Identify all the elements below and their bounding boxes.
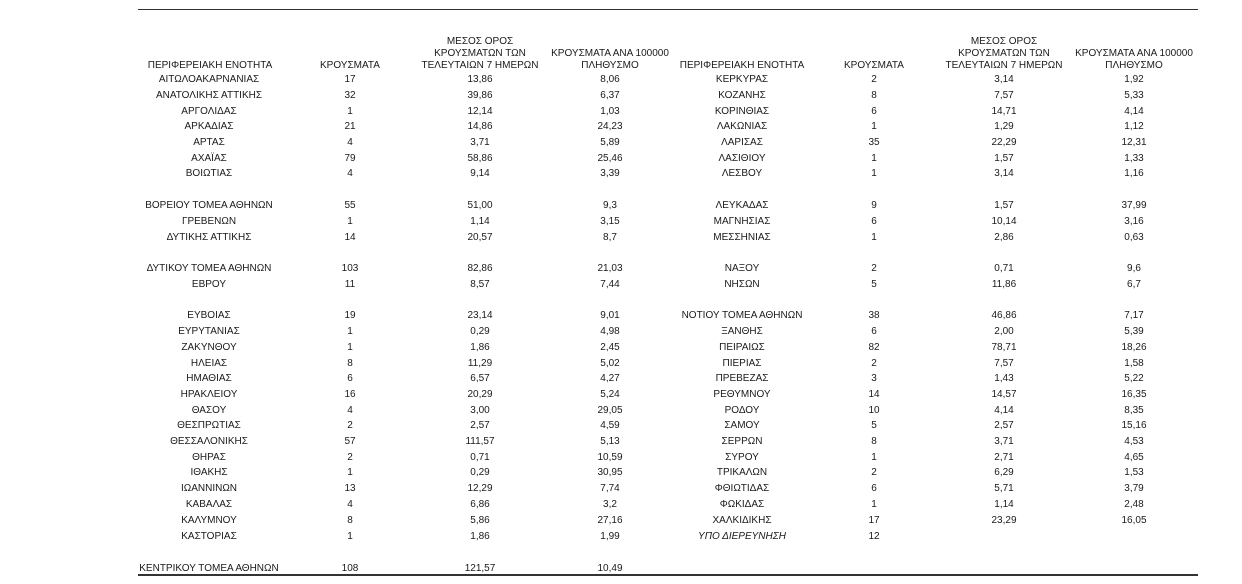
left-row-name: ΑΡΓΟΛΙΔΑΣ [181,106,237,117]
left-row-avg7: 12,14 [467,106,493,117]
left-row-avg7: 11,29 [467,358,493,369]
left-row-cases: 1 [347,531,353,542]
left-row-per100k: 1,99 [600,531,620,542]
right-row-cases: 1 [871,232,877,243]
right-row-avg7: 2,71 [994,452,1014,463]
right-row-name: ΣΕΡΡΩΝ [721,436,763,447]
right-row-name: ΛΑΚΩΝΙΑΣ [716,121,768,132]
right-row-avg7: 46,86 [991,310,1017,321]
left-row-per100k: 25,46 [597,153,623,164]
right-row-cases: 12 [868,531,880,542]
left-row-per100k: 2,45 [600,342,620,353]
left-row-avg7: 0,71 [470,452,490,463]
left-row-avg7: 6,57 [470,373,490,384]
right-row-avg7: 14,57 [991,389,1017,400]
header-per100k-right [1064,32,1204,72]
left-row-avg7: 12,29 [467,483,493,494]
right-row-per100k: 7,17 [1124,310,1144,321]
right-row-per100k: 1,53 [1124,467,1144,478]
right-row-name: ΞΑΝΘΗΣ [721,326,763,337]
left-row-per100k: 7,74 [600,483,620,494]
left-row-cases: 1 [347,216,353,227]
right-row-name: ΡΕΘΥΜΝΟΥ [713,389,771,400]
left-row-name: ΘΑΣΟΥ [191,405,227,416]
left-row-name: ΚΕΝΤΡΙΚΟΥ ΤΟΜΕΑ ΑΘΗΝΩΝ [139,563,279,574]
right-row-cases: 38 [868,310,880,321]
right-row-avg7: 1,43 [994,373,1014,384]
left-row-avg7: 20,29 [467,389,493,400]
right-row-cases: 1 [871,499,877,510]
left-row-avg7: 5,86 [470,515,490,526]
left-row-avg7: 3,00 [470,405,490,416]
left-row-name: ΙΩΑΝΝΙΝΩΝ [180,483,238,494]
left-row-name: ΙΘΑΚΗΣ [190,467,228,478]
left-row-name: ΑΧΑΪΑΣ [191,153,227,164]
left-row-avg7: 121,57 [464,563,496,574]
left-row-name: ΑΡΚΑΔΙΑΣ [184,121,234,132]
header-region-left-label: ΠΕΡΙΦΕΡΕΙΑΚΗ ΕΝΟΤΗΤΑ [147,60,273,71]
left-row-name: ΕΥΡΥΤΑΝΙΑΣ [178,326,240,337]
right-row-avg7: 1,57 [994,200,1014,211]
right-row-avg7: 1,29 [994,121,1014,132]
left-row-per100k: 3,15 [600,216,620,227]
right-row-avg7: 0,71 [994,263,1014,274]
right-row-name: ΝΟΤΙΟΥ ΤΟΜΕΑ ΑΘΗΝΩΝ [681,310,803,321]
left-row-avg7: 2,57 [470,420,490,431]
right-row-cases: 2 [871,263,877,274]
left-row-avg7: 20,57 [467,232,493,243]
left-row-name: ΕΒΡΟΥ [191,279,227,290]
right-row-per100k: 12,31 [1121,137,1147,148]
left-row-cases: 103 [341,263,359,274]
right-row-cases: 17 [868,515,880,526]
right-row-cases: 35 [868,137,880,148]
left-row-name: ΔΥΤΙΚΗΣ ΑΤΤΙΚΗΣ [166,232,252,243]
right-row-name: ΦΘΙΩΤΙΔΑΣ [714,483,770,494]
left-row-cases: 108 [341,563,359,574]
left-row-avg7: 0,29 [470,326,490,337]
right-row-per100k: 4,65 [1124,452,1144,463]
left-row-avg7: 13,86 [467,74,493,85]
right-row-avg7: 7,57 [994,90,1014,101]
left-row-name: ΔΥΤΙΚΟΥ ΤΟΜΕΑ ΑΘΗΝΩΝ [146,263,272,274]
left-row-cases: 14 [344,232,356,243]
left-row-avg7: 1,14 [470,216,490,227]
right-row-per100k: 5,33 [1124,90,1144,101]
right-row-per100k: 15,16 [1121,420,1147,431]
right-row-per100k: 2,48 [1124,499,1144,510]
header-avg7-left [410,32,550,72]
right-row-per100k: 5,22 [1124,373,1144,384]
right-row-avg7: 2,86 [994,232,1014,243]
left-row-cases: 32 [344,90,356,101]
right-row-per100k: 3,79 [1124,483,1144,494]
left-row-cases: 2 [347,452,353,463]
right-row-cases: 82 [868,342,880,353]
left-row-per100k: 21,03 [597,263,623,274]
left-row-cases: 17 [344,74,356,85]
right-row-name: ΛΑΡΙΣΑΣ [721,137,763,148]
left-row-cases: 4 [347,499,353,510]
left-row-avg7: 111,57 [465,436,495,447]
right-row-avg7: 22,29 [991,137,1017,148]
right-row-name: ΚΟΖΑΝΗΣ [718,90,766,101]
left-row-cases: 4 [347,168,353,179]
header-per100k-left [540,32,680,72]
header-avg7-right [934,32,1074,72]
right-row-cases: 1 [871,121,877,132]
header-per100k-right-label: ΚΡΟΥΣΜΑΤΑ ΑΝΑ 100000 ΠΛΗΘΥΣΜΟ [1075,48,1193,71]
left-row-name: ΓΡΕΒΕΝΩΝ [181,216,237,227]
right-row-name: ΠΙΕΡΙΑΣ [722,358,762,369]
right-row-per100k: 6,7 [1127,279,1141,290]
right-row-name: ΛΑΣΙΘΙΟΥ [718,153,766,164]
left-row-per100k: 7,44 [600,279,620,290]
right-row-per100k: 9,6 [1127,263,1141,274]
right-row-name: ΚΕΡΚΥΡΑΣ [715,74,769,85]
left-row-per100k: 27,16 [597,515,623,526]
left-row-per100k: 10,59 [597,452,623,463]
left-row-cases: 16 [344,389,356,400]
header-cases-left [300,32,400,72]
left-row-avg7: 23,14 [467,310,493,321]
right-row-cases: 9 [871,200,877,211]
right-row-per100k: 1,92 [1124,74,1144,85]
left-row-name: ΑΝΑΤΟΛΙΚΗΣ ΑΤΤΙΚΗΣ [155,90,263,101]
left-row-name: ΗΛΕΙΑΣ [190,358,228,369]
right-row-per100k: 3,16 [1124,216,1144,227]
right-row-name: ΧΑΛΚΙΔΙΚΗΣ [712,515,772,526]
top-rule [138,9,1198,10]
left-row-avg7: 39,86 [467,90,493,101]
right-row-per100k: 0,63 [1124,232,1144,243]
header-region-right-label: ΠΕΡΙΦΕΡΕΙΑΚΗ ΕΝΟΤΗΤΑ [679,60,805,71]
header-cases-right-label: ΚΡΟΥΣΜΑΤΑ [844,60,904,71]
right-row-cases: 5 [871,420,877,431]
left-row-name: ΑΡΤΑΣ [193,137,225,148]
right-row-per100k: 5,39 [1124,326,1144,337]
left-row-per100k: 8,7 [603,232,617,243]
right-row-cases: 3 [871,373,877,384]
right-row-name: ΥΠΟ ΔΙΕΡΕΥΝΗΣΗ [698,531,786,542]
right-row-avg7: 3,14 [994,168,1014,179]
header-cases-right [824,32,924,72]
right-row-avg7: 1,57 [994,153,1014,164]
right-row-name: ΝΑΞΟΥ [724,263,760,274]
right-row-name: ΡΟΔΟΥ [724,405,760,416]
right-row-per100k: 37,99 [1121,200,1147,211]
left-row-per100k: 29,05 [597,405,623,416]
left-row-cases: 19 [344,310,356,321]
right-row-name: ΚΟΡΙΝΘΙΑΣ [714,106,770,117]
right-row-name: ΣΑΜΟΥ [724,420,760,431]
left-row-name: ΚΑΣΤΟΡΙΑΣ [181,531,237,542]
right-row-avg7: 6,29 [994,467,1014,478]
right-row-name: ΛΕΣΒΟΥ [721,168,763,179]
right-row-per100k: 1,33 [1124,153,1144,164]
right-row-cases: 1 [871,452,877,463]
right-row-per100k: 4,53 [1124,436,1144,447]
left-row-cases: 1 [347,342,353,353]
left-row-name: ΘΗΡΑΣ [192,452,226,463]
left-row-cases: 8 [347,358,353,369]
header-region-right [672,32,812,72]
right-row-cases: 6 [871,326,877,337]
left-row-cases: 2 [347,420,353,431]
left-row-per100k: 6,37 [600,90,620,101]
left-row-avg7: 82,86 [467,263,493,274]
left-row-cases: 55 [344,200,356,211]
right-row-avg7: 7,57 [994,358,1014,369]
left-row-avg7: 58,86 [467,153,493,164]
left-row-per100k: 5,02 [600,358,620,369]
left-row-cases: 13 [344,483,356,494]
left-row-per100k: 3,39 [600,168,620,179]
left-row-avg7: 9,14 [470,168,490,179]
left-row-avg7: 3,71 [470,137,490,148]
left-row-avg7: 8,57 [470,279,490,290]
right-row-cases: 2 [871,467,877,478]
left-row-name: ΑΙΤΩΛΟΑΚΑΡΝΑΝΙΑΣ [158,74,260,85]
left-row-avg7: 51,00 [467,200,493,211]
right-row-name: ΤΡΙΚΑΛΩΝ [716,467,768,478]
right-row-name: ΝΗΣΩΝ [724,279,760,290]
left-row-cases: 11 [344,279,356,290]
right-row-cases: 10 [868,405,880,416]
right-row-name: ΠΡΕΒΕΖΑΣ [715,373,769,384]
right-row-avg7: 4,14 [994,405,1014,416]
right-row-cases: 2 [871,358,877,369]
right-row-name: ΣΥΡΟΥ [725,452,759,463]
left-row-per100k: 5,89 [600,137,620,148]
left-row-cases: 57 [344,436,356,447]
left-row-per100k: 4,98 [600,326,620,337]
right-row-per100k: 8,35 [1124,405,1144,416]
left-row-cases: 6 [347,373,353,384]
left-row-name: ΕΥΒΟΙΑΣ [187,310,231,321]
left-row-per100k: 8,06 [600,74,620,85]
left-row-avg7: 6,86 [470,499,490,510]
left-row-cases: 79 [344,153,356,164]
left-row-cases: 21 [344,121,356,132]
right-row-per100k: 1,12 [1124,121,1144,132]
left-row-name: ΖΑΚΥΝΘΟΥ [181,342,237,353]
right-row-cases: 2 [871,74,877,85]
right-row-cases: 8 [871,90,877,101]
right-row-per100k: 1,58 [1124,358,1144,369]
left-row-per100k: 9,01 [600,310,620,321]
right-row-per100k: 1,16 [1124,168,1144,179]
right-row-per100k: 4,14 [1124,106,1144,117]
left-row-per100k: 5,13 [600,436,620,447]
right-row-avg7: 2,57 [994,420,1014,431]
left-row-cases: 1 [347,326,353,337]
right-row-name: ΦΩΚΙΔΑΣ [719,499,765,510]
left-row-per100k: 30,95 [597,467,623,478]
left-row-name: ΘΕΣΠΡΩΤΙΑΣ [177,420,241,431]
right-row-per100k: 16,35 [1121,389,1147,400]
left-row-name: ΒΟΡΕΙΟΥ ΤΟΜΕΑ ΑΘΗΝΩΝ [145,200,273,211]
right-row-avg7: 5,71 [994,483,1014,494]
right-row-per100k: 16,05 [1121,515,1147,526]
left-row-name: ΗΜΑΘΙΑΣ [186,373,232,384]
left-row-per100k: 3,2 [603,499,617,510]
right-row-name: ΠΕΙΡΑΙΩΣ [719,342,765,353]
right-row-cases: 6 [871,483,877,494]
header-region-left [140,32,280,72]
right-row-cases: 1 [871,168,877,179]
left-row-avg7: 14,86 [467,121,493,132]
left-row-per100k: 4,59 [600,420,620,431]
left-row-name: ΗΡΑΚΛΕΙΟΥ [180,389,238,400]
right-row-name: ΛΕΥΚΑΔΑΣ [715,200,769,211]
left-row-cases: 8 [347,515,353,526]
left-row-name: ΚΑΒΑΛΑΣ [185,499,233,510]
left-row-cases: 1 [347,467,353,478]
left-row-name: ΚΑΛΥΜΝΟΥ [181,515,237,526]
header-avg7-right-label: ΜΕΣΟΣ ΟΡΟΣ ΚΡΟΥΣΜΑΤΩΝ ΤΩΝ ΤΕΛΕΥΤΑΙΩΝ 7 ΗΜΕΡΩΝ [945,36,1063,71]
left-row-per100k: 1,03 [600,106,620,117]
right-row-name: ΜΑΓΝΗΣΙΑΣ [713,216,771,227]
right-row-avg7: 1,14 [994,499,1014,510]
left-row-per100k: 24,23 [597,121,623,132]
left-row-cases: 4 [347,137,353,148]
right-row-avg7: 23,29 [991,515,1017,526]
right-row-avg7: 3,14 [994,74,1014,85]
left-row-cases: 4 [347,405,353,416]
left-row-per100k: 4,27 [600,373,620,384]
header-avg7-left-label: ΜΕΣΟΣ ΟΡΟΣ ΚΡΟΥΣΜΑΤΩΝ ΤΩΝ ΤΕΛΕΥΤΑΙΩΝ 7 ΗΜΕΡΩΝ [421,36,539,71]
left-row-cases: 1 [347,106,353,117]
header-cases-left-label: ΚΡΟΥΣΜΑΤΑ [320,60,380,71]
left-row-avg7: 1,86 [470,531,490,542]
right-row-avg7: 11,86 [991,279,1017,290]
header-per100k-left-label: ΚΡΟΥΣΜΑΤΑ ΑΝΑ 100000 ΠΛΗΘΥΣΜΟ [551,48,669,71]
right-row-avg7: 78,71 [991,342,1017,353]
right-row-avg7: 10,14 [991,216,1017,227]
right-row-cases: 6 [871,106,877,117]
right-row-avg7: 3,71 [994,436,1014,447]
right-row-per100k: 18,26 [1121,342,1147,353]
left-row-name: ΒΟΙΩΤΙΑΣ [185,168,233,179]
right-row-name: ΜΕΣΣΗΝΙΑΣ [713,232,771,243]
left-row-per100k: 9,3 [603,200,617,211]
left-row-per100k: 10,49 [597,563,623,574]
right-row-cases: 8 [871,436,877,447]
left-row-avg7: 1,86 [470,342,490,353]
left-row-name: ΘΕΣΣΑΛΟΝΙΚΗΣ [170,436,248,447]
right-row-cases: 14 [868,389,880,400]
right-row-cases: 1 [871,153,877,164]
right-row-avg7: 2,00 [994,326,1014,337]
left-row-avg7: 0,29 [470,467,490,478]
right-row-cases: 5 [871,279,877,290]
right-row-cases: 6 [871,216,877,227]
right-row-avg7: 14,71 [991,106,1017,117]
left-row-per100k: 5,24 [600,389,620,400]
